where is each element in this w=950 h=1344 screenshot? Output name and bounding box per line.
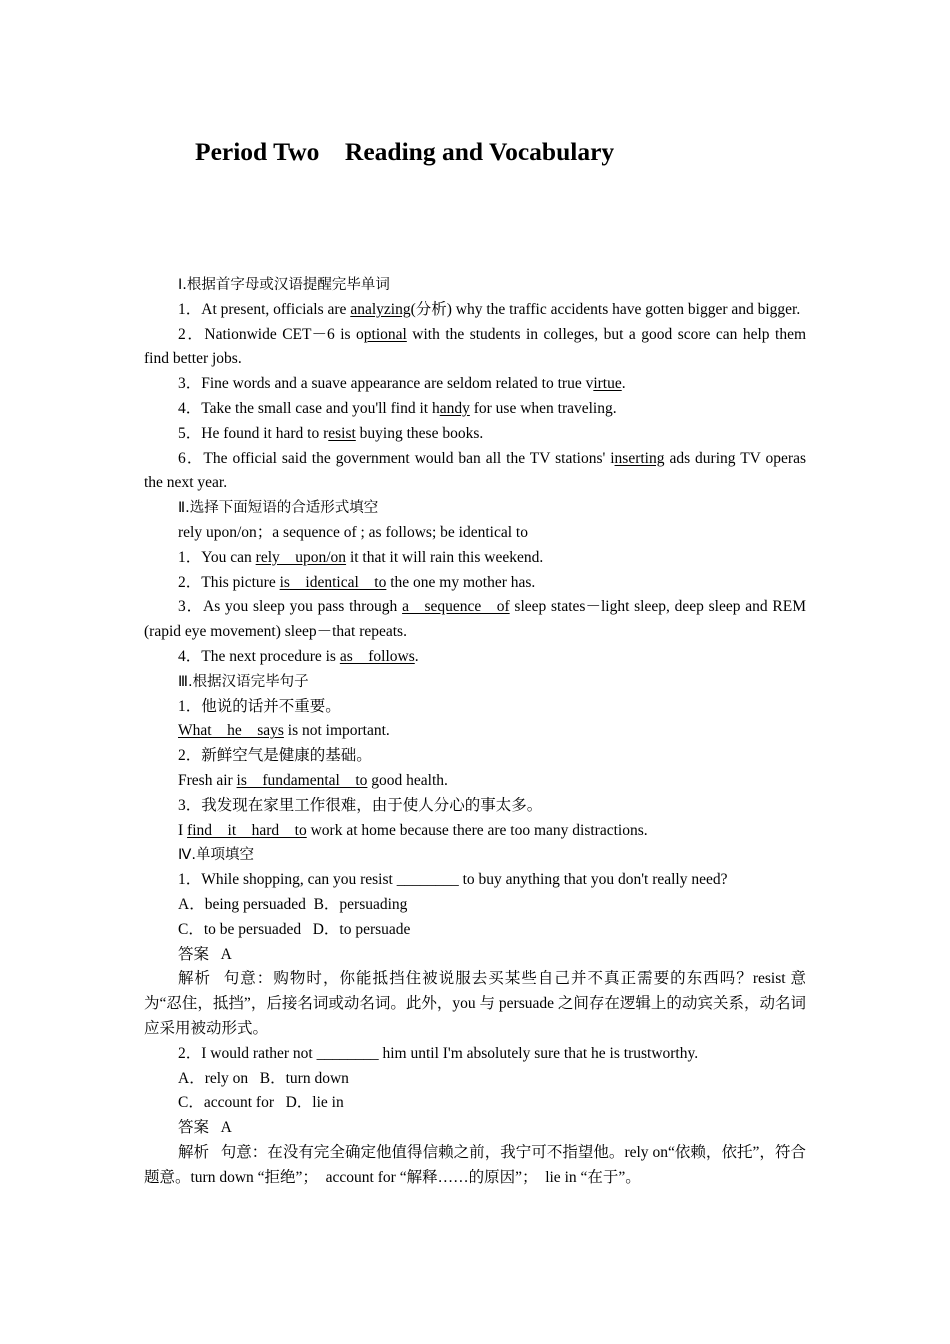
paragraph — [144, 397, 806, 422]
text-segment: 3．我发现在家里工作很难，由于使人分心的事太多。 — [178, 796, 543, 814]
text-segment: it that it will rain this weekend. — [346, 548, 544, 566]
paragraph — [144, 744, 806, 769]
text-segment: 2．This picture — [178, 573, 280, 591]
section-heading: Ⅱ.选择下面短语的合适形式填空 — [178, 500, 379, 517]
text-segment: 3．As you sleep you pass through — [178, 598, 403, 616]
text-segment: . — [414, 647, 419, 665]
section-heading: Ⅰ.根据首字母或汉语提醒完毕单词 — [178, 277, 390, 293]
text-segment: ads during TV operas the next year. — [144, 449, 810, 492]
text-segment: 5．He found it hard to r — [178, 424, 329, 442]
paragraph — [144, 447, 810, 497]
answer-text: is fundamental to — [236, 771, 368, 789]
text-segment: work at home because there are too many distractions. — [306, 821, 648, 839]
text-segment: 6．The official said the government would ban all the TV stations' i — [178, 449, 615, 467]
text-segment: 1．You can — [178, 548, 256, 566]
text-segment: 2．I would rather not ________ him until I'm absolutely sure that he is trustworthy. — [178, 1044, 699, 1062]
answer-text: find it hard to — [187, 821, 307, 839]
text-segment: (分析) why the traffic accidents have gotten bigger and bigger. — [410, 300, 801, 318]
paragraph — [144, 298, 806, 323]
document-body — [144, 273, 810, 1190]
answer-text: What he says — [178, 722, 284, 740]
paragraph — [144, 1091, 806, 1116]
answer-text: andy — [439, 399, 470, 417]
text-segment: 解析 句意：购物时，你能抵挡住被说服去买某些自己并不真正需要的东西吗？resist 意为“忍住，抵挡”，后接名词或动名词。此外，you 与 persuade 之间存在逻辑上的动宾关系，动名词应采用被动形式。 — [144, 970, 806, 1037]
paragraph — [144, 943, 806, 968]
paragraph — [144, 422, 806, 447]
paragraph — [144, 794, 806, 819]
text-segment: the one my mother has. — [386, 573, 536, 591]
paragraph — [144, 769, 806, 794]
paragraph — [144, 967, 806, 1041]
text-segment: 4．Take the small case and you'll find it h — [178, 399, 440, 417]
text-segment: C．to be persuaded D．to persuade — [178, 920, 411, 938]
text-segment: A．rely on B．turn down — [178, 1069, 349, 1087]
paragraph — [144, 695, 806, 720]
paragraph — [144, 1141, 806, 1191]
text-segment: 3．Fine words and a suave appearance are seldom related to true v — [178, 375, 594, 393]
text-segment: with the students in colleges, but a good score can help them find better jobs. — [144, 325, 810, 368]
text-segment: . — [621, 375, 626, 393]
text-segment: I — [178, 821, 188, 839]
paragraph — [144, 595, 810, 645]
paragraph — [144, 819, 806, 844]
paragraph — [144, 918, 806, 943]
text-segment: C．account for D．lie in — [178, 1094, 344, 1112]
text-segment: for use when traveling. — [469, 399, 617, 417]
answer-text: is identical to — [279, 573, 387, 591]
text-segment: is not important. — [283, 722, 390, 740]
text-segment: 1．While shopping, can you resist ________ to buy anything that you don't really need? — [178, 871, 728, 889]
paragraph — [144, 546, 806, 571]
paragraph — [144, 893, 806, 918]
paragraph — [144, 571, 806, 596]
paragraph — [144, 323, 810, 373]
text-segment: buying these books. — [355, 424, 484, 442]
text-segment: 2．Nationwide CET－6 is o — [178, 325, 364, 343]
answer-text: analyzing — [350, 300, 411, 318]
answer-text: esist — [328, 424, 356, 442]
answer-text: nserting — [614, 449, 665, 467]
section-heading: Ⅲ.根据汉语完毕句子 — [178, 673, 309, 690]
page-title: Period Two Reading and Vocabulary — [195, 137, 615, 166]
paragraph — [144, 1116, 806, 1141]
text-segment: 解析 句意：在没有完全确定他值得信赖之前，我宁可不指望他。rely on“依赖，依托”，符合题意。turn down “拒绝”； account for “解释……的原因”； lie in “在于”。 — [144, 1143, 806, 1186]
text-segment: 4．The next procedure is — [178, 647, 340, 665]
answer-text: a sequence of — [402, 598, 510, 616]
text-segment: 2．新鲜空气是健康的基础。 — [178, 747, 372, 765]
text-segment: good health. — [367, 771, 448, 789]
text-segment: 答案 A — [178, 945, 232, 963]
text-segment: sleep states－light sleep, deep sleep and REM (rapid eye movement) sleep－that repeats. — [144, 598, 810, 641]
paragraph — [144, 1067, 806, 1092]
text-segment: Fresh air — [178, 771, 237, 789]
text-segment: rely upon/on；a sequence of ; as follows; be identical to — [178, 523, 528, 541]
answer-text: ptional — [363, 325, 407, 343]
answer-text: rely upon/on — [255, 548, 347, 566]
answer-text: irtue — [593, 375, 622, 393]
answer-text: as follows — [339, 647, 415, 665]
paragraph — [144, 868, 806, 893]
paragraph — [144, 645, 806, 670]
paragraph — [144, 521, 806, 546]
paragraph — [144, 1042, 806, 1067]
text-segment: A．being persuaded B．persuading — [178, 895, 408, 913]
text-segment: 答案 A — [178, 1119, 232, 1137]
paragraph — [144, 372, 806, 397]
text-segment: 1．他说的话并不重要。 — [178, 697, 341, 715]
text-segment: 1．At present, officials are — [178, 300, 351, 318]
paragraph — [144, 719, 806, 744]
section-heading: Ⅳ.单项填空 — [178, 847, 254, 864]
